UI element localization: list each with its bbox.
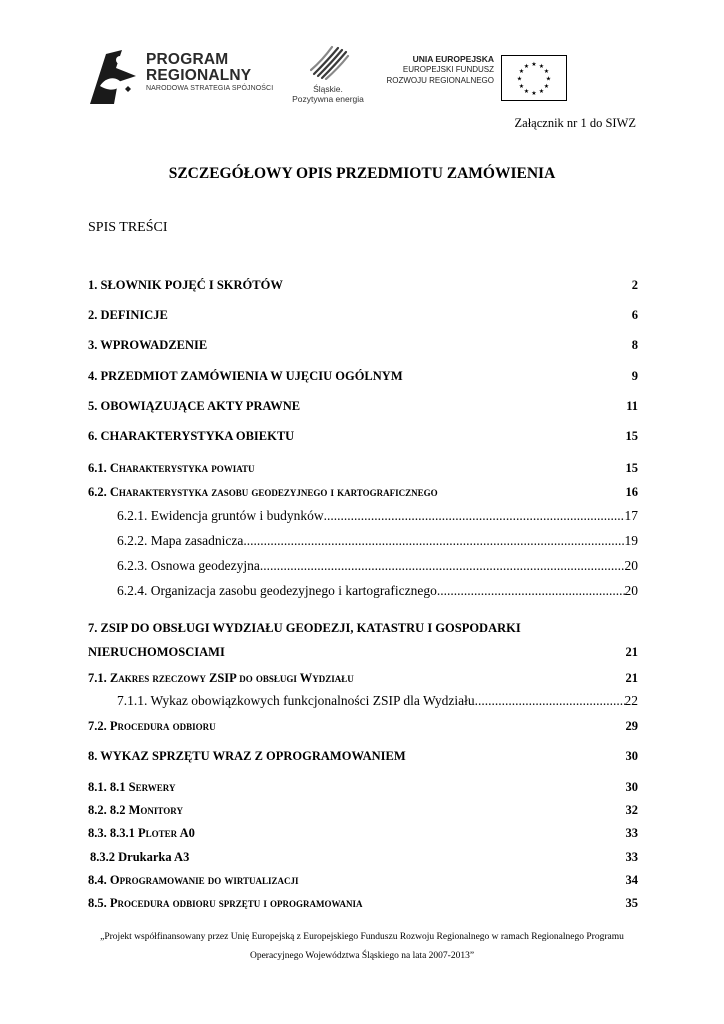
toc-entry-label: 7.1.1. Wykaz obowiązkowych funkcjonalności ZSIP dla Wydziału [117,693,475,708]
toc-entry-page: 6 [631,308,638,322]
toc-entry[interactable] [88,896,638,911]
toc-entry-label: 8.2. 8.2 Monitory [88,803,183,817]
footer-line2: Operacyjnego Województwa Śląskiego na lata 2007-2013” [249,951,475,961]
toc-entry[interactable] [88,369,638,384]
program-logo-line1: PROGRAM [146,51,229,68]
toc-entry[interactable] [88,399,638,414]
slaskie-waves-icon [310,44,350,80]
toc-entry-label: 8.3. 8.3.1 Ploter A0 [88,826,195,840]
eu-logo-line3: ROZWOJU REGIONALNEGO [386,75,494,85]
toc-entry-page: 21 [625,645,638,659]
svg-text:★: ★ [518,68,525,75]
svg-text:★: ★ [518,83,525,90]
svg-text:★: ★ [523,88,530,95]
eu-logo-line2: EUROPEJSKI FUNDUSZ [402,65,494,74]
toc-entry-page: 15 [625,429,638,443]
toc-entry-page: 20 [624,583,638,598]
toc-entry-label: 6.2. Charakterystyka zasobu geodezyjnego i kartograficznego [88,485,438,499]
eu-logo-line1: UNIA EUROPEJSKA [412,54,494,64]
toc-leader-dots [324,508,625,524]
toc-entry-page: 20 [624,558,638,573]
toc-entry-page: 19 [624,533,638,548]
program-regionalny-logo [88,46,298,108]
annex-label: Załącznik nr 1 do SIWZ [514,116,636,130]
toc-entry-page: 17 [624,508,638,523]
toc-entry[interactable] [88,803,638,818]
toc-entry-label: 8. WYKAZ SPRZĘTU WRAZ Z OPROGRAMOWANIEM [88,749,406,763]
toc-entry[interactable] [88,693,638,709]
svg-text:★: ★ [523,63,530,70]
toc-leader-dots [243,533,624,549]
footer-line1: „Projekt współfinansowany przez Unię Europejską z Europejskiego Funduszu Rozwoju Regionalnego w ramach Regionalnego Programu [100,932,624,942]
toc-entry[interactable] [88,719,638,734]
toc-entry[interactable] [88,583,638,599]
toc-entry-page: 8 [631,338,638,352]
toc-entry[interactable] [88,278,638,293]
program-regionalny-emblem-icon [88,46,140,108]
eu-flag-icon [501,55,567,101]
svg-text:★: ★ [538,63,545,70]
toc-entry-label: 1. SŁOWNIK POJĘĆ I SKRÓTÓW [88,278,283,292]
toc-entry[interactable] [88,671,638,686]
toc-entry[interactable] [88,780,638,795]
toc-entry-page: 9 [631,369,638,383]
svg-text:★: ★ [538,88,545,95]
toc-entry-label: 6.2.3. Osnowa geodezyjna [117,558,260,573]
toc-entry-page: 33 [625,850,638,864]
toc-entry-label: 6.2.2. Mapa zasadnicza [117,533,244,548]
logo-bar [88,40,648,112]
toc-entry-label: 3. WPROWADZENIE [88,338,208,352]
toc-entry-label: 8.1. 8.1 Serwery [88,780,176,794]
toc-leader-dots [260,558,625,574]
toc-entry-label: 6.2.4. Organizacja zasobu geodezyjnego i kartograficznego [117,583,437,598]
toc-entry-label: 8.3.2 Drukarka A3 [90,850,190,864]
toc-entry[interactable] [88,429,638,444]
toc-entry-page: 34 [625,873,638,887]
toc-leader-dots [437,583,625,599]
program-logo-line3: NARODOWA STRATEGIA SPÓJNOŚCI [146,85,274,92]
svg-text:★: ★ [531,90,537,97]
toc-entry-label: 6.2.1. Ewidencja gruntów i budynków [117,508,324,523]
footer [0,928,724,966]
toc-entry[interactable] [88,558,638,574]
toc-entry[interactable] [88,850,638,865]
toc-entry-label: 8.4. Oprogramowanie do wirtualizacji [88,873,299,887]
toc-entry-page: 29 [625,719,638,733]
toc-entry-page: 21 [625,671,638,685]
page-title: SZCZEGÓŁOWY OPIS PRZEDMIOTU ZAMÓWIENIA [168,165,556,182]
toc-entry-label: 7.2. Procedura odbioru [88,719,216,733]
toc-entry[interactable] [88,873,638,888]
slaskie-logo-line2: Pozytywna energia [292,94,364,104]
toc-entry-page: 2 [631,278,638,292]
svg-text:★: ★ [543,83,550,90]
svg-text:★: ★ [545,75,552,83]
toc-entry-page: 16 [625,485,638,499]
toc-entry[interactable] [88,616,638,664]
toc-entry[interactable] [88,533,638,549]
toc-entry[interactable] [88,338,638,353]
toc-entry-page: 35 [625,896,638,910]
toc-entry-page: 22 [624,693,638,708]
toc-entry-label: 5. OBOWIĄZUJĄCE AKTY PRAWNE [88,399,301,413]
toc-entry-page: 33 [625,826,638,840]
toc-entry-label-line1: 7. ZSIP DO OBSŁUGI WYDZIAŁU GEODEZJI, KATASTRU I GOSPODARKI [88,621,521,635]
toc-heading: SPIS TREŚCI [88,220,168,235]
toc-entry[interactable] [88,749,638,764]
eu-logo-text [374,54,494,86]
slaskie-logo-line1: Śląskie. [313,84,343,94]
toc-entry-page: 32 [625,803,638,817]
toc-entry-label: 2. DEFINICJE [88,308,168,322]
toc-entry[interactable] [88,508,638,524]
toc-entry-label-line2: NIERUCHOMOSCIAMI [88,645,225,659]
svg-text:★: ★ [531,61,537,68]
toc-entry-page: 11 [626,399,638,413]
svg-text:★: ★ [543,68,550,75]
toc-entry-page: 30 [625,749,638,763]
program-logo-line2: REGIONALNY [146,67,252,84]
toc-entry[interactable] [88,308,638,323]
toc-entry[interactable] [88,461,638,476]
toc-leader-dots [475,693,625,709]
toc-entry-label: 6.1. Charakterystyka powiatu [88,461,255,475]
toc-entry[interactable] [88,485,638,500]
toc-entry-label: 4. PRZEDMIOT ZAMÓWIENIA W UJĘCIU OGÓLNYM [88,369,403,383]
toc-entry-label: 8.5. Procedura odbioru sprzętu i oprogramowania [88,896,363,910]
toc-entry-page: 30 [625,780,638,794]
toc-entry-label: 7.1. Zakres rzeczowy ZSIP do obsługi Wydziału [88,671,354,685]
toc-entry-label: 6. CHARAKTERYSTYKA OBIEKTU [88,429,295,443]
toc-entry-page: 15 [625,461,638,475]
toc-entry[interactable] [88,826,638,841]
slaskie-logo [288,44,368,110]
svg-text:★: ★ [516,75,523,83]
